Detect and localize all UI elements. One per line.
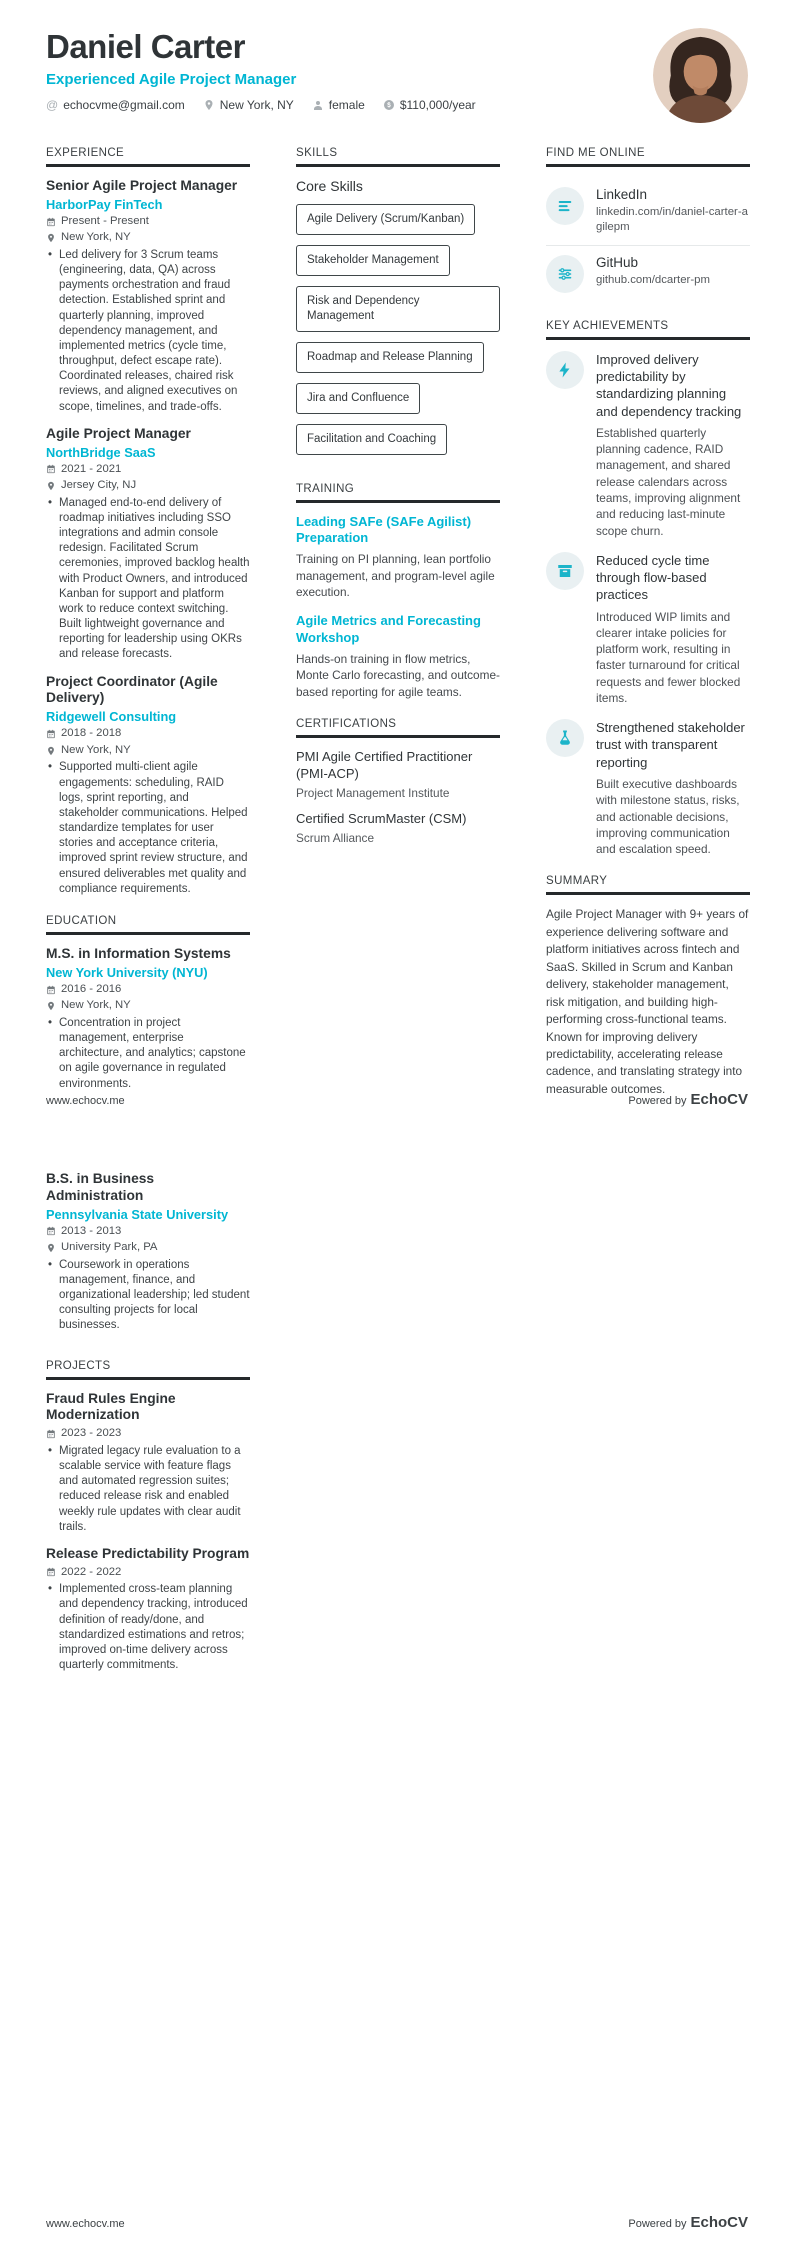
degree-title: M.S. in Information Systems (46, 945, 231, 961)
footer-powered-text: Powered by (628, 2218, 687, 2230)
calendar-icon (46, 464, 56, 474)
certification-org: Scrum Alliance (296, 830, 375, 845)
training-title: Agile Metrics and Forecasting Workshop (296, 612, 481, 645)
experience-heading: EXPERIENCE (46, 147, 250, 167)
education-bullet: • Concentration in project management, enterprise architecture, and analytics; capstone on agile governance in regulated environments. (46, 1016, 250, 1092)
column-right (546, 147, 750, 1116)
online-heading: FIND ME ONLINE (546, 147, 750, 167)
columns-page-1 (46, 147, 748, 1116)
certification-item (296, 749, 500, 800)
flask-icon (546, 719, 584, 757)
skills-list (296, 204, 500, 465)
job-company: NorthBridge SaaS (46, 444, 156, 460)
job-dates-text: Present - Present (61, 214, 149, 227)
job-title: Agile Project Manager (46, 425, 191, 441)
education-dates (46, 983, 250, 997)
training-item (296, 613, 500, 700)
job-location (46, 231, 250, 245)
job-bullet: • Supported multi-client agile engagements: scheduling, RAID logs, sprint reporting, and stakeholder communications. Helped standardize templates for user stories and acceptance criteria, improved sprint review structure, and ensured deliverables met quality and compliance requirements. (46, 760, 250, 897)
achievement-title: Strengthened stakeholder trust with transparent reporting (596, 720, 745, 770)
calendar-icon (46, 1226, 56, 1236)
page-footer (46, 2214, 748, 2232)
section-projects (46, 1360, 250, 1674)
education-location (46, 999, 250, 1013)
job-dates (46, 215, 250, 229)
pin-icon (46, 746, 56, 756)
section-skills (296, 147, 500, 465)
job-dates (46, 463, 250, 477)
skill-tag: Stakeholder Management (296, 245, 450, 276)
project-item (46, 1546, 250, 1673)
contact-salary-text: $110,000/year (399, 97, 476, 112)
experience-item (46, 178, 250, 415)
footer-site-link[interactable]: www.echocv.me (46, 2218, 125, 2230)
job-location-text: New York, NY (61, 231, 131, 244)
person-icon (312, 99, 324, 111)
contact-row (46, 98, 476, 112)
linkedin-icon (546, 187, 584, 225)
network-info (596, 255, 710, 293)
calendar-icon (46, 985, 56, 995)
section-training (296, 483, 500, 701)
experience-item (46, 674, 250, 897)
training-desc: Training on PI planning, lean portfolio management, and program-level agile execution. (296, 552, 495, 600)
achievement-body (596, 351, 750, 539)
section-find-me-online (546, 147, 750, 302)
achievement-body (596, 552, 750, 706)
summary-heading: SUMMARY (546, 875, 750, 895)
project-bullet: • Migrated legacy rule evaluation to a scalable service with feature flags and automated regression suites; reduced release risk and enabled weekly rule updates with clear audit trails. (46, 1444, 250, 1535)
job-company: HarborPay FinTech (46, 196, 163, 212)
profile-photo (653, 28, 748, 123)
section-key-achievements (546, 320, 750, 858)
degree-title: B.S. in Business Administration (46, 1171, 155, 1203)
column-left (46, 1171, 250, 1691)
contact-gender-text: female (328, 97, 365, 112)
achievement-item (546, 351, 750, 539)
achievement-body (596, 719, 750, 857)
skill-tag: Risk and Dependency Management (296, 286, 500, 332)
project-dates-text: 2022 - 2022 (61, 1565, 122, 1578)
footer-brand-link[interactable]: EchoCV (690, 2214, 748, 2231)
job-bullet: • Led delivery for 3 Scrum teams (engineering, data, QA) across payments orchestration and fraud detection. Established sprint and quarterly planning, improved dependency management, and implemented metrics (cycle time, throughput, defect escape rate). Coordinated releases, chaired risk reviews, and aligned executives on scope, timelines, and trade-offs. (46, 248, 250, 415)
pin-icon (46, 233, 56, 243)
job-location-text: Jersey City, NJ (61, 479, 137, 492)
contact-location (203, 98, 294, 112)
certifications-heading: CERTIFICATIONS (296, 718, 500, 738)
contact-email-text[interactable]: echocvme@gmail.com (63, 97, 185, 112)
footer-powered-text: Powered by (628, 1095, 687, 1107)
network-name: LinkedIn (596, 187, 648, 202)
network-row-linkedin (546, 178, 750, 246)
column-right (546, 1171, 750, 1691)
calendar-icon (46, 1567, 56, 1577)
calendar-icon (46, 1429, 56, 1439)
training-heading: TRAINING (296, 483, 500, 503)
section-summary (546, 875, 750, 1098)
skills-group-title: Core Skills (296, 178, 363, 194)
certification-item (296, 811, 500, 845)
calendar-icon (46, 729, 56, 739)
school-name: New York University (NYU) (46, 964, 208, 980)
job-bullet: • Managed end-to-end delivery of roadmap initiatives including SSO integrations and admin console redesign. Facilitated Scrum ceremonies, improved backlog health with Product Owners, and introduced Kanban for support and platform work to reduce context switching. Built lightweight governance and reporting for leadership using OKRs and release forecasts. (46, 496, 250, 663)
salary-icon (383, 99, 395, 111)
footer-site-link[interactable]: www.echocv.me (46, 1095, 125, 1107)
job-dates-text: 2021 - 2021 (61, 462, 122, 475)
location-icon (203, 99, 215, 111)
education-location (46, 1241, 250, 1255)
achievement-item (546, 719, 750, 857)
education-dates-text: 2016 - 2016 (61, 982, 122, 995)
education-bullet: • Coursework in operations management, finance, and organizational leadership; led student consulting projects for local businesses. (46, 1258, 250, 1334)
project-title: Release Predictability Program (46, 1545, 250, 1561)
education-item (46, 1171, 250, 1334)
pin-icon (46, 1243, 56, 1253)
achievement-desc: Built executive dashboards with milestone status, risks, and actionable decisions, improving communication and escalation speed. (596, 777, 740, 857)
section-education-continued (46, 1171, 250, 1334)
job-title: Project Coordinator (Agile Delivery) (46, 673, 218, 706)
contact-gender (312, 98, 365, 112)
project-dates (46, 1566, 250, 1580)
achievement-desc: Established quarterly planning cadence, RAID management, and shared release calendars across teams, improving alignment and reducing last-minute scope churn. (596, 425, 741, 538)
contact-salary (383, 98, 476, 112)
achievement-item (546, 552, 750, 706)
github-icon (546, 255, 584, 293)
education-location-text: New York, NY (61, 999, 131, 1012)
training-item (296, 514, 500, 601)
pin-icon (46, 1001, 56, 1011)
experience-item (46, 426, 250, 663)
person-title: Experienced Agile Project Manager (46, 70, 297, 88)
project-dates (46, 1427, 250, 1441)
resume-page-2 (0, 1123, 794, 2246)
certification-title: Certified ScrumMaster (CSM) (296, 811, 467, 826)
achievement-title: Improved delivery predictability by standardizing planning and dependency tracking (596, 351, 742, 419)
project-dates-text: 2023 - 2023 (61, 1427, 122, 1440)
summary-text: Agile Project Manager with 9+ years of experience delivering software and platform initiatives across fintech and SaaS. Skilled in Scrum and Kanban delivery, stakeholder management, risk mitigation, and building high-performing cross-functional teams. Known for improving delivery predictability, accelerating release cadence, and translating strategy into measurable outcomes. (546, 907, 749, 1096)
training-desc: Hands-on training in flow metrics, Monte Carlo forecasting, and outcome-based reporting for agile teams. (296, 651, 500, 699)
skills-heading: SKILLS (296, 147, 500, 167)
certification-title: PMI Agile Certified Practitioner (PMI-ACP) (296, 749, 473, 782)
education-dates-text: 2013 - 2013 (61, 1224, 122, 1237)
certification-org: Project Management Institute (296, 786, 450, 800)
column-middle (296, 147, 500, 1116)
footer-powered (628, 1091, 748, 1109)
training-title: Leading SAFe (SAFe Agilist) Preparation (296, 513, 472, 546)
section-experience (46, 147, 250, 897)
education-item (46, 946, 250, 1092)
section-certifications (296, 718, 500, 845)
job-dates-text: 2018 - 2018 (61, 727, 122, 740)
project-bullet: • Implemented cross-team planning and dependency tracking, introduced definition of ready/done, and standardized estimations and retros; improved on-time delivery across quarterly commitments. (46, 1582, 250, 1673)
columns-page-2 (46, 1171, 748, 1691)
lightning-icon (546, 351, 584, 389)
calendar-icon (46, 217, 56, 227)
school-name: Pennsylvania State University (46, 1206, 229, 1222)
section-education (46, 915, 250, 1092)
skill-tag: Agile Delivery (Scrum/Kanban) (296, 204, 475, 235)
contact-email (46, 98, 185, 112)
resume-header (46, 28, 748, 123)
skill-tag: Jira and Confluence (296, 383, 420, 414)
identity-block (46, 28, 476, 112)
network-name: GitHub (596, 254, 639, 270)
achievements-heading: KEY ACHIEVEMENTS (546, 320, 750, 340)
column-middle (296, 1171, 500, 1691)
job-title: Senior Agile Project Manager (46, 178, 238, 193)
email-icon: @ (46, 97, 59, 112)
skill-tag: Roadmap and Release Planning (296, 342, 484, 373)
job-dates (46, 727, 250, 741)
footer-brand-link[interactable]: EchoCV (690, 1091, 748, 1108)
job-location (46, 479, 250, 493)
job-location-text: New York, NY (61, 743, 131, 756)
job-company: Ridgewell Consulting (46, 709, 177, 725)
network-row-github (546, 246, 750, 302)
pin-icon (46, 481, 56, 491)
project-item (46, 1391, 250, 1535)
achievement-title: Reduced cycle time through flow-based practices (596, 552, 710, 603)
education-location-text: University Park, PA (61, 1241, 158, 1254)
network-handle[interactable]: linkedin.com/in/daniel-carter-agilepm (596, 206, 748, 234)
achievement-desc: Introduced WIP limits and clearer intake policies for platform work, resulting in faster turnaround for critical requests and fewer blocked items. (596, 609, 741, 705)
network-handle[interactable]: github.com/dcarter-pm (596, 273, 710, 286)
column-left (46, 147, 250, 1116)
education-dates (46, 1225, 250, 1239)
education-heading: EDUCATION (46, 915, 250, 935)
project-title: Fraud Rules Engine Modernization (46, 1390, 176, 1423)
job-location (46, 744, 250, 758)
network-info (596, 187, 750, 236)
contact-location-text: New York, NY (219, 97, 294, 112)
box-icon (546, 552, 584, 590)
projects-heading: PROJECTS (46, 1360, 250, 1380)
footer-powered (628, 2214, 748, 2232)
page-footer (46, 1091, 748, 1109)
person-name: Daniel Carter (46, 28, 245, 65)
skill-tag: Facilitation and Coaching (296, 424, 447, 455)
